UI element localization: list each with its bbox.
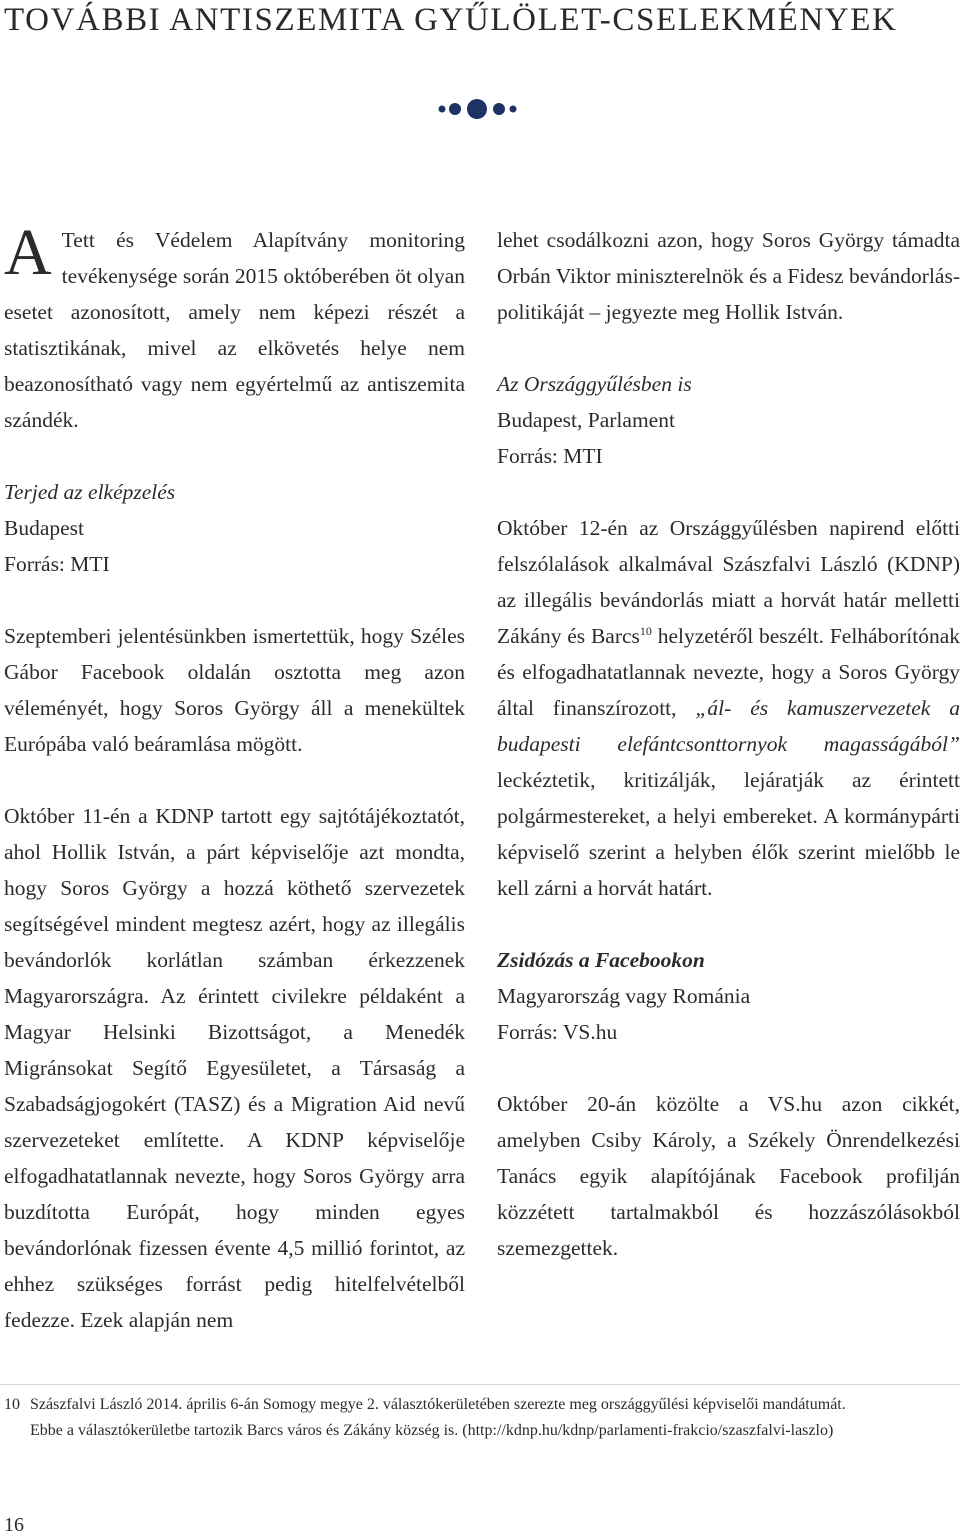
paragraph-text: Október 12-én az Országgyűlésben napirend előtti felszólalások alkalmával Szászfalvi László (KDNP) az illegális bevándorlás miatt a horvát határ melletti Zákány és Barcs [497, 516, 960, 648]
case-place: Budapest [4, 516, 85, 540]
page-number: 16 [4, 1514, 24, 1536]
continued-paragraph: lehet csodálkozni azon, hogy Soros György támadta Orbán Viktor miniszterelnök és a Fidesz bevándorlás-politikáját – jegyezte meg Hollik István. [497, 228, 960, 324]
footnote-line-1: Szászfalvi László 2014. április 6-án Somogy megye 2. választókerületében szerezte meg országgyűlési képviselői mandátumát. [30, 1396, 846, 1413]
page-heading: TOVÁBBI ANTISZEMITA GYŰLÖLET-CSELEKMÉNYEK [4, 2, 898, 38]
paragraph-text: helyzetéről beszélt. Felháborítónak és elfogadhatatlannak nevezte, hogy a Soros György által finanszírozott, [497, 624, 960, 720]
case-terjed-meta [4, 474, 465, 582]
footnote [4, 1392, 960, 1444]
case-place: Budapest, Parlament [497, 408, 675, 432]
quote-text: „ál- és kamuszervezetek a budapesti elefántcsonttornyok magasságából” [497, 696, 960, 756]
footnote-number: 10 [4, 1396, 20, 1413]
left-column [4, 216, 465, 1374]
case-source: Forrás: VS.hu [497, 1020, 618, 1044]
intro-text: Tett és Védelem Alapítvány monitoring tevékenysége során 2015 októberében öt olyan esetet azonosított, amely nem képezi részét a statisztikának, mivel az elkövetés helye nem beazonosítható vagy nem egyértelmű az antiszemita szándék. [4, 228, 465, 432]
right-column [497, 222, 960, 1302]
footnote-ref[interactable]: 10 [639, 623, 652, 638]
case-source: Forrás: MTI [497, 444, 603, 468]
case-title: Az Országgyűlésben is [497, 372, 692, 396]
paragraph-text: leckéztetik, kritizálják, lejáratják az érintett polgármestereket, a helyi embereket. A kormánypárti képviselő szerint a helyben élők szerint mielőbb le kell zárni a horvát határt. [497, 768, 960, 900]
case-title: Terjed az elképzelés [4, 480, 176, 504]
footnote-divider [0, 1384, 960, 1385]
dots-ornament-icon [436, 94, 526, 124]
case-facebook-paragraph: Október 20-án közölte a VS.hu azon cikkét, amelyben Csiby Károly, a Székely Önrendelkezési Tanács egyik alapítójának Facebook profilján közzétett tartalmakból és hozzászólásokból szemezgettek. [497, 1092, 960, 1260]
case-orszaggyules-paragraph [497, 510, 960, 906]
case-facebook-meta [497, 942, 960, 1050]
drop-cap: A [4, 216, 52, 289]
case-orszaggyules-meta [497, 366, 960, 474]
case-terjed-paragraph-1: Szeptemberi jelentésünkben ismertettük, hogy Széles Gábor Facebook oldalán osztotta meg azon véleményét, hogy Soros György áll a menekültek Európába való beáramlása mögött. [4, 624, 465, 756]
intro-paragraph [4, 216, 465, 438]
case-title: Zsidózás a Facebookon [497, 948, 705, 972]
footnote-line-2[interactable]: Ebbe a választókerületbe tartozik Barcs város és Zákány község is. (http://kdnp.hu/kdnp/parlamenti-frakcio/szaszfalvi-laszlo) [30, 1422, 834, 1439]
case-terjed-paragraph-2: Október 11-én a KDNP tartott egy sajtótájékoztatót, ahol Hollik István, a párt képviselője azt mondta, hogy Soros György a hozzá köthető szervezetek segítségével mindent megtesz azért, hogy az illegális bevándorlók korlátlan számban érkezzenek Magyarországra. Az érintett civilekre példaként a Magyar Helsinki Bizottságot, a Menedék Migránsokat Segítő Egyesületet, a Társaság a Szabadságjogokért (TASZ) és a Migration Aid nevű szervezeteket említette. A KDNP képviselője elfogadhatatlannak nevezte, hogy Soros György arra buzdította Európát, hogy minden egyes bevándorlónak fizessen évente 4,5 millió forintot, az ehhez szükséges forrást pedig hitelfelvételből fedezze. Ezek alapján nem [4, 804, 465, 1332]
case-place: Magyarország vagy Románia [497, 984, 751, 1008]
case-source: Forrás: MTI [4, 552, 110, 576]
